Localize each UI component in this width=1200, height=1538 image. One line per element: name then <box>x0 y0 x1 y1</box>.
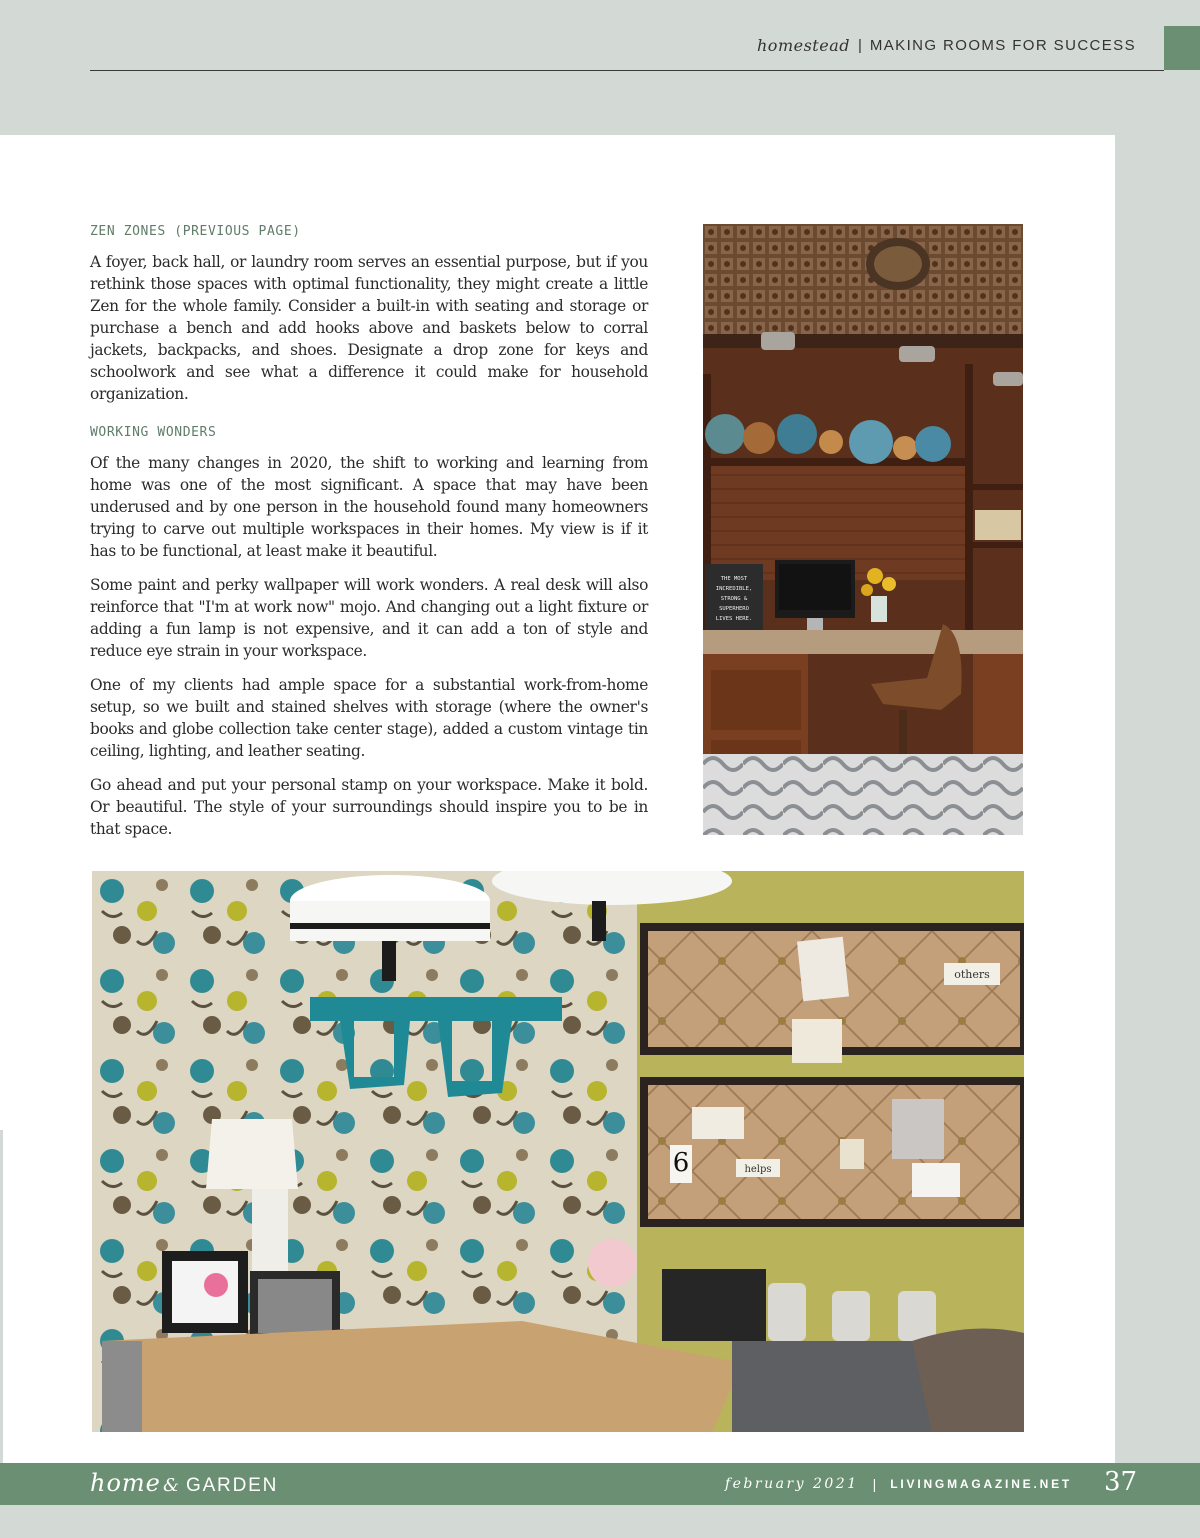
website-link[interactable]: LIVINGMAGAZINE.NET <box>890 1477 1072 1491</box>
header-color-tab <box>1164 26 1200 70</box>
page-number: 37 <box>1104 1467 1138 1497</box>
issue-date: february 2021 <box>724 1476 859 1492</box>
svg-text:LIVES HERE.: LIVES HERE. <box>715 616 753 622</box>
footer-separator: | <box>872 1476 877 1492</box>
svg-text:SUPERHERO: SUPERHERO <box>719 606 749 612</box>
board-word-helps: helps <box>744 1164 772 1175</box>
working-wonders-heading: WORKING WONDERS <box>90 425 217 440</box>
magazine-name-ampersand: & <box>163 1475 180 1496</box>
work-paragraph-2: Some paint and perky wallpaper will work wonders. A real desk will also reinforce that "I'm at work now" mojo. And changing out a light fixture or adding a fun lamp is not expensive, and it can add a ton of style and reduce eye strain in your workspace. <box>90 576 648 660</box>
letterboard-text: THE MOST <box>720 576 748 582</box>
board-number: 6 <box>672 1148 690 1178</box>
work-paragraph-4: Go ahead and put your personal stamp on your workspace. Make it bold. Or beautiful. The style of your surroundings should inspire you to be in that space. <box>90 776 648 838</box>
footer-bar <box>0 1463 1200 1505</box>
header-separator: | <box>857 36 862 54</box>
magazine-name-home: home <box>90 1469 161 1497</box>
work-paragraph-1: Of the many changes in 2020, the shift to working and learning from home was one of the most significant. A space that may have been underused and by one person in the household found many homeowners trying to carve out multiple workspaces in their homes. My view is if it has to be functional, at least make it beautiful. <box>90 454 648 560</box>
magazine-name-garden: GARDEN <box>186 1475 279 1496</box>
board-word-others: others <box>954 968 990 981</box>
zen-zones-heading: ZEN ZONES (PREVIOUS PAGE) <box>90 224 301 239</box>
svg-text:STRONG &: STRONG & <box>720 596 748 602</box>
home-office-illustration <box>703 224 1023 835</box>
craft-room-illustration <box>92 871 1024 1432</box>
footer-meta <box>725 1476 1072 1492</box>
zen-zones-paragraph: A foyer, back hall, or laundry room serves an essential purpose, but if you rethink those spaces with optimal functionality, they might create a little Zen for the whole family. Consider a built-in with seating and storage or purchase a bench and add hooks above and baskets below to corral jackets, backpacks, and shoes. Designate a drop zone for keys and schoolwork and see what a difference it could make for household organization. <box>90 253 648 403</box>
home-office-photo <box>703 224 1023 835</box>
work-paragraph-3: One of my clients had ample space for a substantial work-from-home setup, so we built and stained shelves with storage (where the owner's books and globe collection take center stage), added a custom vintage tin ceiling, lighting, and leather seating. <box>90 676 648 760</box>
header-rule <box>90 70 1164 71</box>
svg-text:INCREDIBLE,: INCREDIBLE, <box>715 586 753 592</box>
section-name: homestead <box>757 35 850 55</box>
craft-room-photo <box>92 871 1024 1432</box>
article-title: MAKING ROOMS FOR SUCCESS <box>869 36 1136 54</box>
article-text <box>90 224 648 852</box>
running-header <box>757 34 1136 56</box>
